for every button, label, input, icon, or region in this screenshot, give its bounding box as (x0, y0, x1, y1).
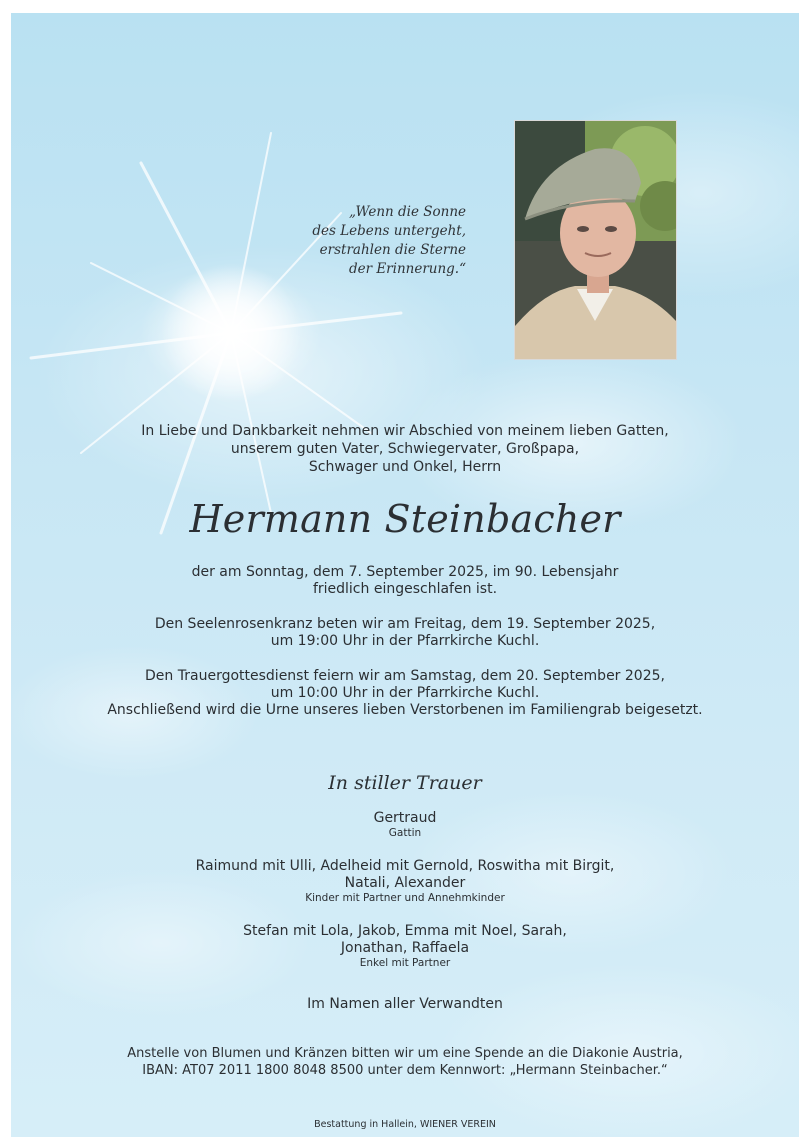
quote-line: der Erinnerung.“ (348, 261, 466, 277)
family-names: Jonathan, Raffaela (340, 940, 470, 956)
death-notice (11, 564, 799, 598)
donation-line: Anstelle von Blumen und Kränzen bitten wir um eine Spende an die Diakonie Austria, (127, 1046, 683, 1061)
funeral-home-footer: Bestattung in Hallein, WIENER VEREIN (314, 1119, 496, 1130)
family-relation: Kinder mit Partner und Annehmkinder (305, 892, 505, 904)
family-relation: Gattin (388, 827, 422, 839)
quote-line: erstrahlen die Sterne (319, 242, 466, 258)
intro-line: unserem guten Vater, Schwiegervater, Großpapa, (230, 441, 580, 457)
funeral-line: Anschließend wird die Urne unseres lieben Verstorbenen im Familiengrab beigesetzt. (107, 702, 703, 718)
memorial-quote (256, 203, 466, 279)
donation-line: IBAN: AT07 2011 1800 8048 8500 unter dem Kennwort: „Hermann Steinbacher.“ (142, 1063, 668, 1078)
obituary-page (11, 13, 799, 1137)
death-line: friedlich eingeschlafen ist. (312, 581, 498, 597)
rosary-line: um 19:00 Uhr in der Pfarrkirche Kuchl. (270, 633, 540, 649)
family-names: Stefan mit Lola, Jakob, Emma mit Noel, Sarah, (243, 923, 567, 939)
family-wife (11, 810, 799, 840)
family-relation: Enkel mit Partner (359, 957, 451, 969)
intro-line: In Liebe und Dankbarkeit nehmen wir Abschied von meinem lieben Gatten, (141, 423, 669, 439)
family-names: Gertraud (373, 810, 437, 826)
family-children (11, 858, 799, 905)
rosary-line: Den Seelenrosenkranz beten wir am Freitag, dem 19. September 2025, (154, 616, 656, 632)
intro-text (11, 422, 799, 476)
death-line: der am Sonntag, dem 7. September 2025, im 90. Lebensjahr (191, 564, 619, 580)
family-names: Raimund mit Ulli, Adelheid mit Gernold, Roswitha mit Birgit, (195, 858, 615, 874)
rosary-notice (11, 616, 799, 650)
family-names: Natali, Alexander (344, 875, 466, 891)
funeral-line: Den Trauergottesdienst feiern wir am Samstag, dem 20. September 2025, (145, 668, 665, 684)
deceased-name: Hermann Steinbacher (189, 497, 621, 541)
funeral-line: um 10:00 Uhr in der Pfarrkirche Kuchl. (270, 685, 540, 701)
donation-request (11, 1045, 799, 1079)
mourning-heading: In stiller Trauer (328, 772, 482, 794)
family-relatives: Im Namen aller Verwandten (307, 996, 503, 1012)
funeral-notice (11, 668, 799, 719)
intro-line: Schwager und Onkel, Herrn (308, 459, 502, 475)
quote-line: „Wenn die Sonne (349, 204, 466, 220)
family-grandchildren (11, 923, 799, 970)
quote-line: des Lebens untergeht, (312, 223, 466, 239)
deceased-portrait-photo (514, 120, 677, 360)
